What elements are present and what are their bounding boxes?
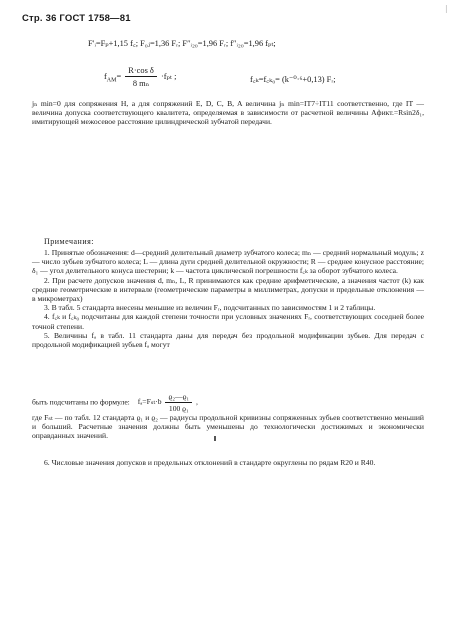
formula-fam: [104, 66, 176, 88]
note-4: 4. f꜀ₖ и f꜀ₖ₀ подсчитаны для каждой степени точности при условных значениях Fᵣ, соответствующих соседней более точной степени.: [32, 312, 424, 331]
note-5: 5. Величины fₐ в табл. 11 стандарта даны для передач без продольной модификации зубьев. Для передач с продольной модификацией зубьев fₐ могут: [32, 330, 424, 350]
notes-title: Примечания:: [44, 237, 95, 246]
fam-left: f: [104, 71, 107, 81]
formula-fzk: f꜀ₖ=f꜀ₖ₀= (k⁻⁰·⁶+0,13) Fᵣ;: [250, 75, 336, 84]
note-2: 2. При расчете допусков значения d, mₙ, L, R принимаются как средние арифметические, а значения частот (k) как средние геометрические в интервале (геометрические параметры в миллиметрах, допуски и предельные отклонения — в микрометрах): [32, 275, 424, 304]
fam-numerator: R·cos δ: [125, 66, 157, 77]
fa-denominator: 100 ϱ₁: [168, 404, 189, 413]
notes-block: [32, 248, 424, 349]
fam-denominator: 8 mₙ: [132, 79, 150, 88]
note-3: 3. В табл. 5 стандарта внесены меньшие из величин Fᵣ, подсчитанных по зависимостям 1 и 2 таблицы.: [44, 303, 376, 313]
note-1: 1. Принятые обозначения: d—средний делительный диаметр зубчатого колеса; mₙ — средний нормальный модуль; z — число зубьев зубчатого колеса; L — длина дуги средней делительной окружности; R — среднее конусное расстояние; δ₁ — угол делительного конуса шестерни; k — частота циклической погрешности f꜀ₖ за оборот зубчатого колеса.: [32, 248, 424, 276]
corner-mark: |: [445, 4, 447, 13]
fam-eq: =: [116, 71, 122, 81]
fa-numerator: ϱ₂—ϱ₁: [165, 392, 192, 403]
fa-end: ,: [196, 397, 198, 407]
paragraph-jn: jₙ min=0 для сопряжения H, а для сопряжений E, D, C, B, A величина jₙ min=IT7÷IT11 соответственно, где IT — величина допуска соответствующего квалитета, определяемая в зависимости от расчетной величины Aфикт.=Rsin2δ₁, имитирующей межосевое расстояние цилиндрической зубчатой передачи.: [32, 99, 424, 127]
fa-fraction: [165, 392, 192, 413]
fam-sub: AM: [106, 77, 117, 84]
fam-fraction: [125, 66, 157, 88]
fam-right: ·fₚₜ ;: [160, 71, 177, 81]
fa-lhs: fₐ=Fₛₜ·b: [137, 397, 162, 407]
page-header: Стр. 36 ГОСТ 1758—81: [22, 13, 131, 24]
formula-line-1: F′ᵢ=Fₚ+1,15 f꜀; F₀ⱼ=1,36 Fᵣ; F″ᵢ₂₀=1,96 Fᵣ; f″ᵢ₂₀=1,96 fₚₜ;: [88, 39, 276, 48]
formula-fa: [32, 392, 198, 413]
note-5-tail: где Fₛₜ — по табл. 12 стандарта ϱ₁ и ϱ₂ — радиусы продольной кривизны сопряженных зубьев соответственно меньший и больший. Расчетные значения должны быть уменьшены до технологически достижимых и экономически оправданных значений.: [32, 413, 424, 441]
fa-prefix: быть подсчитаны по формуле:: [32, 397, 130, 407]
page-speck: [214, 436, 216, 441]
note-6-text: 6. Числовые значения допусков и предельных отклонений в стандарте округлены по рядам R20 и R40.: [44, 458, 376, 467]
note-6: [32, 458, 424, 467]
